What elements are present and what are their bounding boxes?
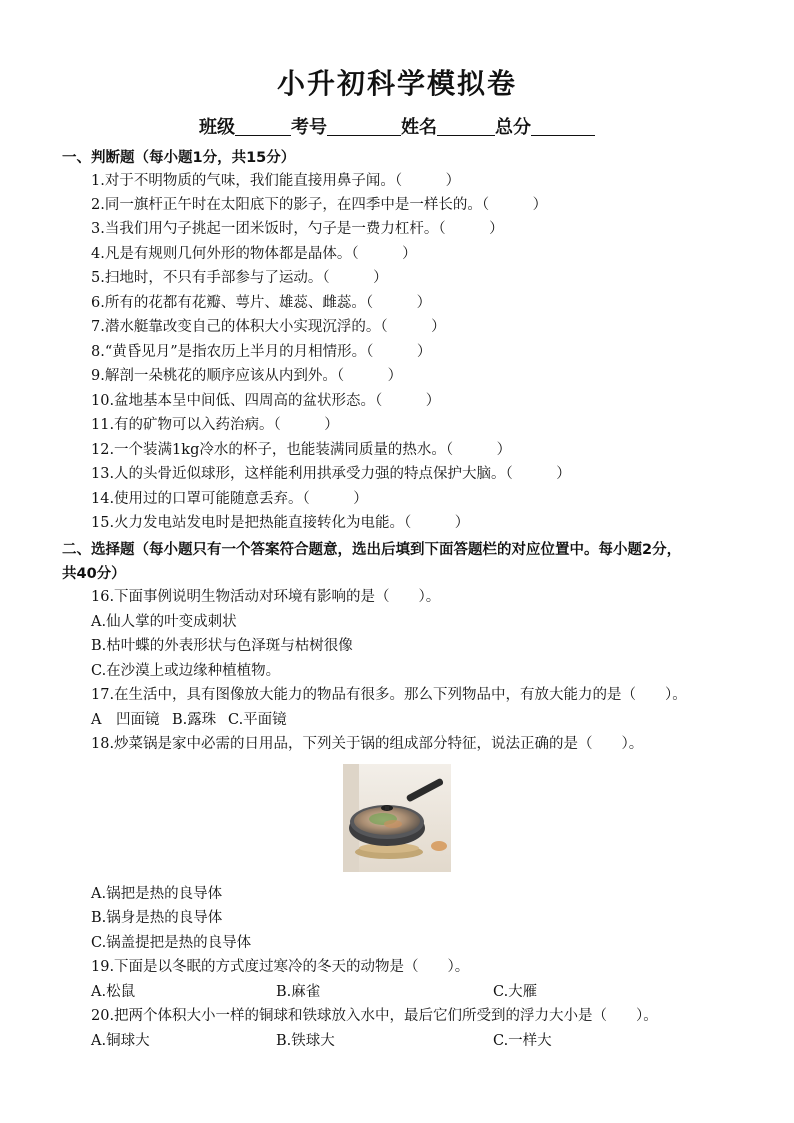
name-blank[interactable] xyxy=(437,117,495,136)
tf-question-2: 2.同一旗杆正午时在太阳底下的影子，在四季中是一样长的。（ ） xyxy=(91,197,548,213)
q17-option-b: B.露珠 xyxy=(172,712,217,728)
q17-option-c: C.平面镜 xyxy=(228,712,287,728)
tf-question-12: 12.一个装满1kg冷水的杯子，也能装满同质量的热水。（ ） xyxy=(91,442,512,458)
q16-option-a: A.仙人掌的叶变成刺状 xyxy=(91,614,237,630)
section1-heading: 一、判断题（每小题1分，共15分） xyxy=(62,150,296,166)
tf-question-14: 14.使用过的口罩可能随意丢弃。（ ） xyxy=(91,491,368,507)
student-info-line xyxy=(0,113,794,139)
name-label: 姓名 xyxy=(401,117,437,138)
total-label: 总分 xyxy=(495,117,531,138)
q20-stem: 20.把两个体积大小一样的铜球和铁球放入水中，最后它们所受到的浮力大小是（ ）。 xyxy=(91,1008,658,1024)
exam-no-label: 考号 xyxy=(291,117,327,138)
q19-option-b: B.麻雀 xyxy=(276,984,321,1000)
tf-question-3: 3.当我们用勺子挑起一团米饭时，勺子是一费力杠杆。（ ） xyxy=(91,221,504,237)
q20-option-b: B.铁球大 xyxy=(276,1033,335,1049)
q17-stem: 17.在生活中，具有图像放大能力的物品有很多。那么下列物品中，有放大能力的是（ ）。 xyxy=(91,687,687,703)
q18-option-a: A.锅把是热的良导体 xyxy=(91,886,223,902)
q16-stem: 16.下面事例说明生物活动对环境有影响的是（ ）。 xyxy=(91,589,441,605)
q19-option-a: A.松鼠 xyxy=(91,984,136,1000)
tf-question-5: 5.扫地时，不只有手部参与了运动。（ ） xyxy=(91,270,388,286)
page-title: 小升初科学模拟卷 xyxy=(276,67,517,100)
q16-option-c: C.在沙漠上或边缘种植植物。 xyxy=(91,663,281,679)
q18-option-b: B.锅身是热的良导体 xyxy=(91,910,223,926)
q19-stem: 19.下面是以冬眠的方式度过寒冷的冬天的动物是（ ）。 xyxy=(91,959,470,975)
tf-question-10: 10.盆地基本呈中间低、四周高的盆状形态。（ ） xyxy=(91,393,441,409)
q20-option-a: A.铜球大 xyxy=(91,1033,150,1049)
class-label: 班级 xyxy=(199,117,235,138)
section2-heading xyxy=(62,538,752,586)
q18-stem: 18.炒菜锅是家中必需的日用品，下列关于锅的组成部分特征，说法正确的是（ ）。 xyxy=(91,736,644,752)
exam-no-blank[interactable] xyxy=(327,117,401,136)
tf-question-1: 1.对于不明物质的气味，我们能直接用鼻子闻。（ ） xyxy=(91,173,461,189)
total-blank[interactable] xyxy=(531,117,595,136)
tf-question-4: 4.凡是有规则几何外形的物体都是晶体。（ ） xyxy=(91,246,417,262)
q17-option-a: A 凹面镜 xyxy=(91,712,160,728)
tf-question-6: 6.所有的花都有花瓣、萼片、雄蕊、雌蕊。（ ） xyxy=(91,295,432,311)
tf-question-9: 9.解剖一朵桃花的顺序应该从内到外。（ ） xyxy=(91,368,403,384)
tf-question-11: 11.有的矿物可以入药治病。（ ） xyxy=(91,417,339,433)
section2-heading-line2: 共40分） xyxy=(62,566,126,582)
class-blank[interactable] xyxy=(235,117,291,136)
tf-question-13: 13.人的头骨近似球形，这样能利用拱承受力强的特点保护大脑。（ ） xyxy=(91,466,571,482)
tf-question-8: 8.“黄昏见月”是指农历上半月的月相情形。（ ） xyxy=(91,344,432,360)
q19-option-c: C.大雁 xyxy=(493,984,538,1000)
wok-pan-image xyxy=(343,764,451,872)
tf-question-7: 7.潜水艇靠改变自己的体积大小实现沉浮的。（ ） xyxy=(91,319,446,335)
section2-heading-line1: 二、选择题（每小题只有一个答案符合题意，选出后填到下面答题栏的对应位置中。每小题2分， xyxy=(62,542,682,558)
q18-option-c: C.锅盖提把是热的良导体 xyxy=(91,935,252,951)
q20-option-c: C.一样大 xyxy=(493,1033,552,1049)
q16-option-b: B.枯叶蝶的外表形状与色泽斑与枯树很像 xyxy=(91,638,353,654)
tf-question-15: 15.火力发电站发电时是把热能直接转化为电能。（ ） xyxy=(91,515,470,531)
